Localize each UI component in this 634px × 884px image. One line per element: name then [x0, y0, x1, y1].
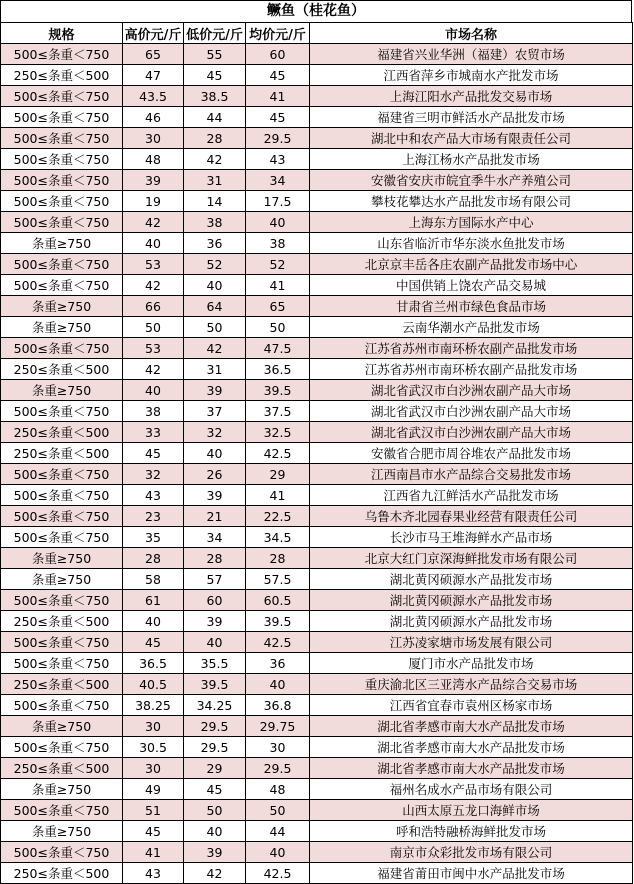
- table-row: [1, 842, 633, 863]
- cell-market-name: 厦门市水产品批发市场: [310, 653, 633, 674]
- cell-spec: 250≤条重＜500: [1, 359, 123, 380]
- cell-low-price: 29: [184, 758, 246, 779]
- cell-market-name: 湖北黄冈硕源水产品批发市场: [310, 569, 633, 590]
- cell-market-name: 江苏省苏州市南环桥农副产品批发市场: [310, 359, 633, 380]
- cell-avg-price: 36: [246, 653, 310, 674]
- cell-market-name: 福州名成水产品市场有限公司: [310, 779, 633, 800]
- table-row: [1, 821, 633, 842]
- cell-high-price: 47: [123, 65, 184, 86]
- cell-avg-price: 42.5: [246, 863, 310, 884]
- cell-spec: 500≤条重＜750: [1, 149, 123, 170]
- table-row: [1, 338, 633, 359]
- cell-market-name: 湖北省武汉市白沙洲农副产品大市场: [310, 380, 633, 401]
- cell-market-name: 湖北省武汉市白沙洲农副产品大市场: [310, 422, 633, 443]
- cell-high-price: 28: [123, 548, 184, 569]
- table-row: [1, 254, 633, 275]
- table-row: [1, 191, 633, 212]
- cell-spec: 500≤条重＜750: [1, 191, 123, 212]
- cell-high-price: 61: [123, 590, 184, 611]
- cell-high-price: 30: [123, 758, 184, 779]
- cell-high-price: 40: [123, 233, 184, 254]
- cell-low-price: 45: [184, 779, 246, 800]
- cell-market-name: 湖北省武汉市白沙洲农副产品大市场: [310, 401, 633, 422]
- cell-low-price: 14: [184, 191, 246, 212]
- cell-spec: 500≤条重＜750: [1, 128, 123, 149]
- price-table: [0, 22, 633, 884]
- cell-spec: 500≤条重＜750: [1, 506, 123, 527]
- cell-spec: 条重≥750: [1, 317, 123, 338]
- cell-high-price: 65: [123, 44, 184, 65]
- table-row: [1, 695, 633, 716]
- cell-avg-price: 65: [246, 296, 310, 317]
- table-row: [1, 716, 633, 737]
- cell-market-name: 湖北省孝感市南大水产品批发市场: [310, 737, 633, 758]
- cell-market-name: 云南华潮水产品批发市场: [310, 317, 633, 338]
- cell-high-price: 49: [123, 779, 184, 800]
- cell-spec: 500≤条重＜750: [1, 254, 123, 275]
- cell-spec: 条重≥750: [1, 779, 123, 800]
- table-row: [1, 65, 633, 86]
- cell-low-price: 44: [184, 107, 246, 128]
- cell-high-price: 35: [123, 527, 184, 548]
- table-row: [1, 233, 633, 254]
- cell-avg-price: 60.5: [246, 590, 310, 611]
- cell-high-price: 40: [123, 611, 184, 632]
- cell-low-price: 31: [184, 170, 246, 191]
- cell-market-name: 江西省萍乡市城南水产批发市场: [310, 65, 633, 86]
- table-row: [1, 485, 633, 506]
- header-row: [1, 23, 633, 44]
- cell-spec: 条重≥750: [1, 296, 123, 317]
- cell-avg-price: 43: [246, 149, 310, 170]
- table-row: [1, 401, 633, 422]
- table-row: [1, 170, 633, 191]
- cell-low-price: 39: [184, 611, 246, 632]
- cell-market-name: 甘肃省兰州市绿色食品市场: [310, 296, 633, 317]
- cell-high-price: 50: [123, 317, 184, 338]
- cell-market-name: 江西省宜春市袁州区杨家市场: [310, 695, 633, 716]
- cell-market-name: 山东省临沂市华东淡水鱼批发市场: [310, 233, 633, 254]
- cell-spec: 500≤条重＜750: [1, 695, 123, 716]
- cell-low-price: 26: [184, 464, 246, 485]
- cell-high-price: 38: [123, 401, 184, 422]
- header-spec: 规格: [1, 23, 123, 44]
- cell-avg-price: 29.75: [246, 716, 310, 737]
- cell-spec: 250≤条重＜500: [1, 611, 123, 632]
- cell-spec: 500≤条重＜750: [1, 401, 123, 422]
- cell-low-price: 64: [184, 296, 246, 317]
- cell-low-price: 38: [184, 212, 246, 233]
- table-row: [1, 632, 633, 653]
- cell-high-price: 51: [123, 800, 184, 821]
- cell-avg-price: 30: [246, 737, 310, 758]
- cell-high-price: 30: [123, 128, 184, 149]
- table-row: [1, 611, 633, 632]
- cell-spec: 500≤条重＜750: [1, 464, 123, 485]
- cell-high-price: 39: [123, 170, 184, 191]
- cell-market-name: 中国供销上饶农产品交易城: [310, 275, 633, 296]
- cell-high-price: 32: [123, 464, 184, 485]
- cell-high-price: 40: [123, 380, 184, 401]
- cell-low-price: 31: [184, 359, 246, 380]
- cell-avg-price: 39.5: [246, 380, 310, 401]
- cell-spec: 条重≥750: [1, 821, 123, 842]
- cell-avg-price: 45: [246, 107, 310, 128]
- cell-avg-price: 47.5: [246, 338, 310, 359]
- cell-avg-price: 42.5: [246, 443, 310, 464]
- table-row: [1, 674, 633, 695]
- cell-low-price: 28: [184, 548, 246, 569]
- table-body: [1, 44, 633, 884]
- cell-market-name: 长沙市马王堆海鲜水产品市场: [310, 527, 633, 548]
- cell-avg-price: 32.5: [246, 422, 310, 443]
- cell-spec: 条重≥750: [1, 548, 123, 569]
- cell-low-price: 40: [184, 632, 246, 653]
- cell-avg-price: 41: [246, 86, 310, 107]
- cell-market-name: 北京京丰岳各庄农副产品批发市场中心: [310, 254, 633, 275]
- cell-avg-price: 41: [246, 275, 310, 296]
- cell-high-price: 66: [123, 296, 184, 317]
- header-low-price: 低价元/斤: [184, 23, 246, 44]
- cell-market-name: 湖北省孝感市南大水产品批发市场: [310, 716, 633, 737]
- cell-low-price: 42: [184, 338, 246, 359]
- table-title: 鳜鱼（桂花鱼）: [0, 0, 632, 22]
- table-row: [1, 149, 633, 170]
- cell-market-name: 江西南昌市水产品综合交易批发市场: [310, 464, 633, 485]
- table-row: [1, 107, 633, 128]
- cell-high-price: 42: [123, 212, 184, 233]
- table-row: [1, 212, 633, 233]
- cell-spec: 500≤条重＜750: [1, 590, 123, 611]
- table-row: [1, 590, 633, 611]
- cell-low-price: 39.5: [184, 674, 246, 695]
- cell-avg-price: 29.5: [246, 758, 310, 779]
- cell-market-name: 乌鲁木齐北园春果业经营有限责任公司: [310, 506, 633, 527]
- cell-spec: 250≤条重＜500: [1, 65, 123, 86]
- cell-low-price: 42: [184, 863, 246, 884]
- cell-market-name: 上海东方国际水产中心: [310, 212, 633, 233]
- cell-low-price: 50: [184, 317, 246, 338]
- table-row: [1, 464, 633, 485]
- table-row: [1, 86, 633, 107]
- cell-avg-price: 36.8: [246, 695, 310, 716]
- table-row: [1, 863, 633, 884]
- cell-avg-price: 50: [246, 317, 310, 338]
- cell-avg-price: 17.5: [246, 191, 310, 212]
- cell-low-price: 34.25: [184, 695, 246, 716]
- cell-market-name: 江西省九江鲜活水产品批发市场: [310, 485, 633, 506]
- cell-market-name: 湖北中和农产品大市场有限责任公司: [310, 128, 633, 149]
- cell-avg-price: 36.5: [246, 359, 310, 380]
- table-row: [1, 44, 633, 65]
- cell-market-name: 湖北黄冈硕源水产品批发市场: [310, 590, 633, 611]
- cell-spec: 500≤条重＜750: [1, 107, 123, 128]
- cell-spec: 500≤条重＜750: [1, 842, 123, 863]
- cell-avg-price: 42.5: [246, 632, 310, 653]
- cell-avg-price: 48: [246, 779, 310, 800]
- table-row: [1, 548, 633, 569]
- cell-low-price: 40: [184, 443, 246, 464]
- table-row: [1, 653, 633, 674]
- cell-high-price: 45: [123, 632, 184, 653]
- cell-high-price: 40.5: [123, 674, 184, 695]
- cell-low-price: 50: [184, 800, 246, 821]
- cell-low-price: 36: [184, 233, 246, 254]
- cell-market-name: 呼和浩特融桥海鲜批发市场: [310, 821, 633, 842]
- cell-high-price: 33: [123, 422, 184, 443]
- cell-high-price: 23: [123, 506, 184, 527]
- cell-low-price: 29.5: [184, 716, 246, 737]
- cell-market-name: 重庆渝北区三亚湾水产品综合交易市场: [310, 674, 633, 695]
- cell-avg-price: 39.5: [246, 611, 310, 632]
- cell-market-name: 山西太原五龙口海鲜市场: [310, 800, 633, 821]
- cell-market-name: 湖北省孝感市南大水产品批发市场: [310, 758, 633, 779]
- table-row: [1, 569, 633, 590]
- cell-market-name: 安徽省合肥市周谷堆农产品批发市场: [310, 443, 633, 464]
- cell-low-price: 35.5: [184, 653, 246, 674]
- cell-avg-price: 22.5: [246, 506, 310, 527]
- cell-low-price: 45: [184, 65, 246, 86]
- cell-low-price: 60: [184, 590, 246, 611]
- cell-avg-price: 40: [246, 212, 310, 233]
- cell-low-price: 29.5: [184, 737, 246, 758]
- cell-spec: 250≤条重＜500: [1, 674, 123, 695]
- cell-low-price: 38.5: [184, 86, 246, 107]
- cell-low-price: 39: [184, 380, 246, 401]
- cell-avg-price: 50: [246, 800, 310, 821]
- cell-low-price: 37: [184, 401, 246, 422]
- table-row: [1, 359, 633, 380]
- cell-market-name: 北京大红门京深海鲜批发市场有限公司: [310, 548, 633, 569]
- cell-high-price: 41: [123, 842, 184, 863]
- cell-avg-price: 29.5: [246, 128, 310, 149]
- cell-spec: 250≤条重＜500: [1, 758, 123, 779]
- cell-high-price: 45: [123, 821, 184, 842]
- cell-market-name: 安徽省安庆市皖宜季牛水产养殖公司: [310, 170, 633, 191]
- cell-avg-price: 37.5: [246, 401, 310, 422]
- cell-market-name: 江苏凌家塘市场发展有限公司: [310, 632, 633, 653]
- table-row: [1, 422, 633, 443]
- table-row: [1, 527, 633, 548]
- cell-spec: 500≤条重＜750: [1, 44, 123, 65]
- cell-high-price: 53: [123, 254, 184, 275]
- cell-spec: 500≤条重＜750: [1, 170, 123, 191]
- cell-spec: 500≤条重＜750: [1, 338, 123, 359]
- cell-spec: 500≤条重＜750: [1, 485, 123, 506]
- cell-high-price: 42: [123, 359, 184, 380]
- cell-spec: 500≤条重＜750: [1, 212, 123, 233]
- cell-spec: 250≤条重＜500: [1, 422, 123, 443]
- cell-low-price: 57: [184, 569, 246, 590]
- cell-high-price: 53: [123, 338, 184, 359]
- cell-spec: 500≤条重＜750: [1, 632, 123, 653]
- header-market-name: 市场名称: [310, 23, 633, 44]
- cell-high-price: 30: [123, 716, 184, 737]
- table-row: [1, 275, 633, 296]
- cell-avg-price: 52: [246, 254, 310, 275]
- cell-market-name: 江苏省苏州市南环桥农副产品批发市场: [310, 338, 633, 359]
- cell-high-price: 46: [123, 107, 184, 128]
- cell-high-price: 58: [123, 569, 184, 590]
- cell-market-name: 福建省三明市鲜活水产品批发市场: [310, 107, 633, 128]
- cell-high-price: 43.5: [123, 86, 184, 107]
- cell-low-price: 52: [184, 254, 246, 275]
- table-row: [1, 380, 633, 401]
- cell-avg-price: 60: [246, 44, 310, 65]
- cell-high-price: 43: [123, 863, 184, 884]
- cell-market-name: 攀枝花攀达水产品批发市场有限公司: [310, 191, 633, 212]
- cell-market-name: 南京市众彩批发市场有限公司: [310, 842, 633, 863]
- cell-high-price: 19: [123, 191, 184, 212]
- table-row: [1, 128, 633, 149]
- table-row: [1, 779, 633, 800]
- cell-high-price: 36.5: [123, 653, 184, 674]
- cell-avg-price: 38: [246, 233, 310, 254]
- table-row: [1, 506, 633, 527]
- cell-high-price: 45: [123, 443, 184, 464]
- table-row: [1, 737, 633, 758]
- cell-avg-price: 41: [246, 485, 310, 506]
- cell-low-price: 40: [184, 275, 246, 296]
- cell-market-name: 福建省莆田市闽中水产品批发市场: [310, 863, 633, 884]
- cell-spec: 条重≥750: [1, 716, 123, 737]
- cell-market-name: 上海江阳水产品批发交易市场: [310, 86, 633, 107]
- cell-low-price: 28: [184, 128, 246, 149]
- table-row: [1, 296, 633, 317]
- cell-low-price: 40: [184, 821, 246, 842]
- cell-high-price: 42: [123, 275, 184, 296]
- cell-high-price: 30.5: [123, 737, 184, 758]
- cell-spec: 条重≥750: [1, 569, 123, 590]
- header-high-price: 高价元/斤: [123, 23, 184, 44]
- cell-high-price: 43: [123, 485, 184, 506]
- table-row: [1, 758, 633, 779]
- cell-spec: 500≤条重＜750: [1, 800, 123, 821]
- cell-avg-price: 34: [246, 170, 310, 191]
- cell-spec: 250≤条重＜500: [1, 863, 123, 884]
- cell-high-price: 48: [123, 149, 184, 170]
- cell-low-price: 32: [184, 422, 246, 443]
- cell-avg-price: 57.5: [246, 569, 310, 590]
- cell-spec: 条重≥750: [1, 233, 123, 254]
- cell-low-price: 21: [184, 506, 246, 527]
- cell-spec: 条重≥750: [1, 380, 123, 401]
- cell-spec: 500≤条重＜750: [1, 86, 123, 107]
- cell-market-name: 上海江杨水产品批发市场: [310, 149, 633, 170]
- cell-spec: 500≤条重＜750: [1, 527, 123, 548]
- cell-high-price: 38.25: [123, 695, 184, 716]
- cell-avg-price: 29: [246, 464, 310, 485]
- cell-avg-price: 40: [246, 674, 310, 695]
- cell-low-price: 55: [184, 44, 246, 65]
- cell-spec: 500≤条重＜750: [1, 737, 123, 758]
- cell-avg-price: 28: [246, 548, 310, 569]
- cell-spec: 250≤条重＜500: [1, 443, 123, 464]
- header-avg-price: 均价元/斤: [246, 23, 310, 44]
- cell-market-name: 湖北黄冈硕源水产品批发市场: [310, 611, 633, 632]
- cell-spec: 500≤条重＜750: [1, 653, 123, 674]
- table-row: [1, 800, 633, 821]
- cell-low-price: 42: [184, 149, 246, 170]
- cell-low-price: 39: [184, 485, 246, 506]
- cell-avg-price: 34.5: [246, 527, 310, 548]
- cell-spec: 500≤条重＜750: [1, 275, 123, 296]
- cell-avg-price: 44: [246, 821, 310, 842]
- table-row: [1, 443, 633, 464]
- table-row: [1, 317, 633, 338]
- cell-low-price: 39: [184, 842, 246, 863]
- cell-avg-price: 40: [246, 842, 310, 863]
- cell-market-name: 福建省兴业华洲（福建）农贸市场: [310, 44, 633, 65]
- cell-avg-price: 45: [246, 65, 310, 86]
- cell-low-price: 34: [184, 527, 246, 548]
